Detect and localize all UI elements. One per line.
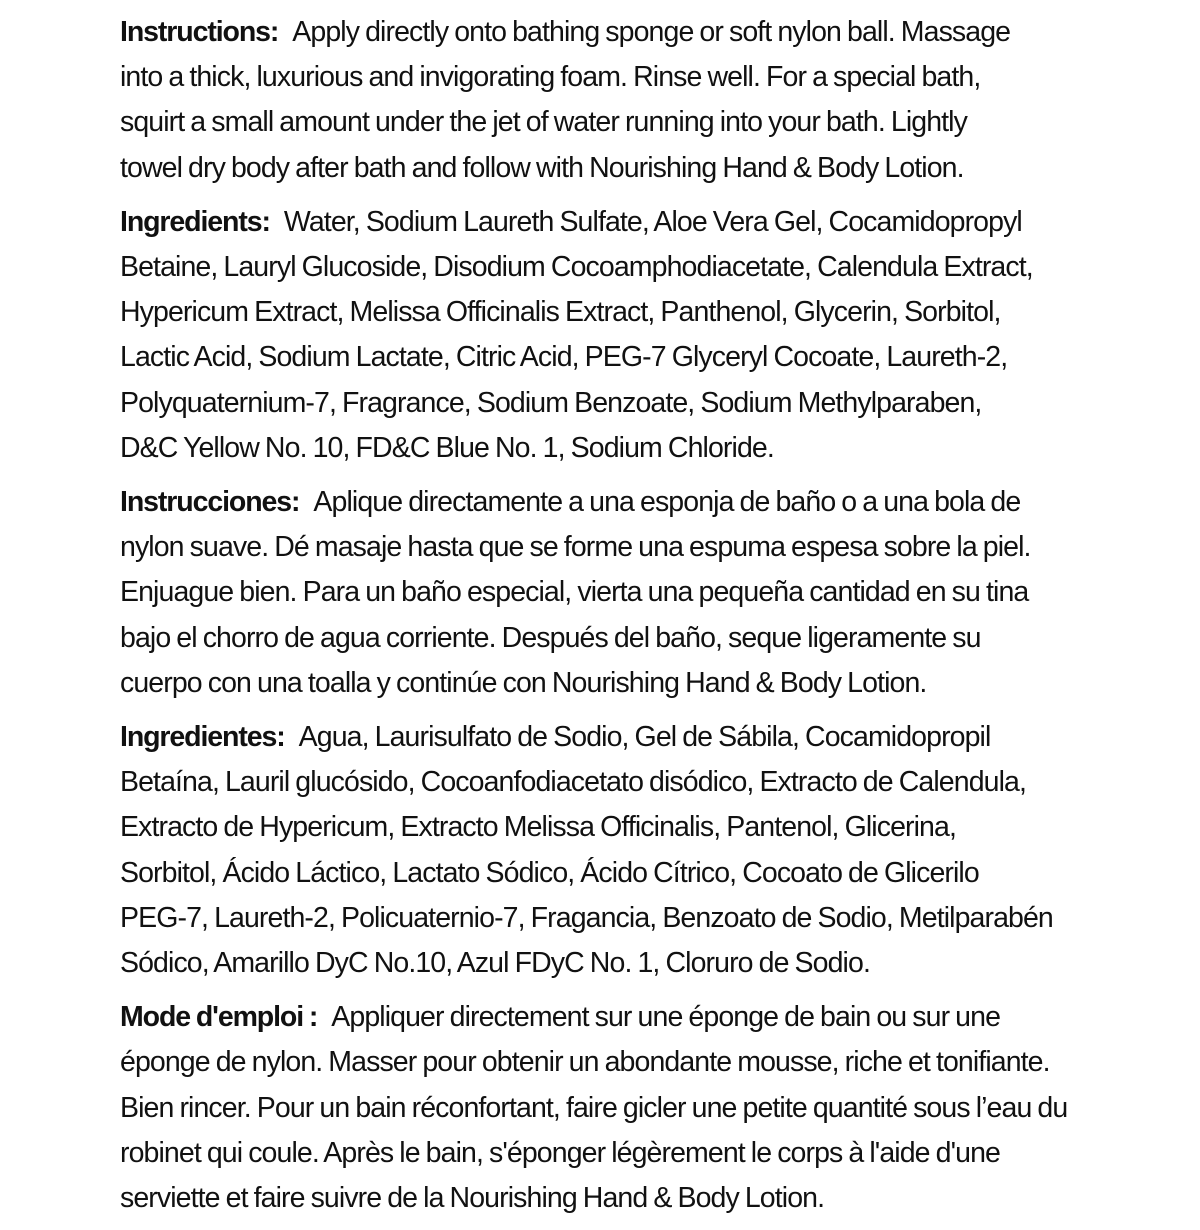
text-line: squirt a small amount under the jet of water running into your bath. Lightly [120,106,967,139]
section-heading: Ingredients: [120,205,270,238]
text-line: nylon suave. Dé masaje hasta que se forme una espuma espesa sobre la piel. [120,531,1031,564]
section-ingredients-en [120,200,1100,471]
text-line [120,200,1100,245]
text-line-content: Apply directly onto bathing sponge or soft nylon ball. Massage [292,16,1011,48]
text-line: bajo el chorro de agua corriente. Después del baño, seque ligeramente su [120,621,981,654]
text-line: into a thick, luxurious and invigorating foam. Rinse well. For a special bath, [120,61,981,94]
text-line: Enjuague bien. Para un baño especial, vierta una pequeña cantidad en su tina [120,576,1029,609]
section-heading: Mode d'emploi : [120,1001,318,1034]
text-line [120,480,1100,525]
section-heading: Ingredientes: [120,721,285,754]
text-line: Bien rincer. Pour un bain réconfortant, faire gicler une petite quantité sous l’eau du [120,1091,1068,1124]
text-line: D&C Yellow No. 10, FD&C Blue No. 1, Sodium Chloride. [120,431,774,464]
text-line-content: Appliquer directement sur une éponge de bain ou sur une [331,1001,1001,1034]
text-line-content: Agua, Laurisulfato de Sodio, Gel de Sábila, Cocamidopropil [298,721,991,754]
text-line [120,715,1100,760]
section-heading: Instrucciones: [120,486,300,519]
section-instructions-en [120,10,1100,191]
text-line: Hypericum Extract, Melissa Officinalis Extract, Panthenol, Glycerin, Sorbitol, [120,296,1001,329]
text-line: Polyquaternium-7, Fragrance, Sodium Benzoate, Sodium Methylparaben, [120,386,982,419]
text-line: Extracto de Hypericum, Extracto Melissa Officinalis, Pantenol, Glicerina, [120,811,956,844]
text-line-content: Aplique directamente a una esponja de baño o a una bola de [313,486,1021,519]
section-instructions-es [120,480,1100,706]
text-line: serviette et faire suivre de la Nourishing Hand & Body Lotion. [120,1182,825,1215]
text-line-content: Water, Sodium Laureth Sulfate, Aloe Vera Gel, Cocamidopropyl [283,205,1022,238]
text-line [120,10,1100,55]
text-line: Betaine, Lauryl Glucoside, Disodium Cocoamphodiacetate, Calendula Extract, [120,251,1033,284]
text-line: PEG-7, Laureth-2, Policuaternio-7, Fragancia, Benzoato de Sodio, Metilparabén [120,901,1053,934]
section-heading: Instructions: [120,16,279,48]
text-line: cuerpo con una toalla y continúe con Nourishing Hand & Body Lotion. [120,666,927,699]
text-line: Sorbitol, Ácido Láctico, Lactato Sódico, Ácido Cítrico, Cocoato de Glicerilo [120,856,979,889]
text-line: towel dry body after bath and follow with Nourishing Hand & Body Lotion. [120,151,964,184]
text-line [120,995,1100,1040]
section-ingredients-es [120,715,1100,986]
product-label-text [120,10,1100,1230]
text-line: Sódico, Amarillo DyC No.10, Azul FDyC No. 1, Cloruro de Sodio. [120,947,870,980]
text-line: Betaína, Lauril glucósido, Cocoanfodiacetato disódico, Extracto de Calendula, [120,766,1026,799]
text-line: éponge de nylon. Masser pour obtenir un abondante mousse, riche et tonifiante. [120,1046,1050,1079]
text-line: Lactic Acid, Sodium Lactate, Citric Acid, PEG-7 Glyceryl Cocoate, Laureth-2, [120,341,1008,374]
section-instructions-fr [120,995,1100,1221]
text-line: robinet qui coule. Après le bain, s'éponger légèrement le corps à l'aide d'une [120,1136,1000,1169]
